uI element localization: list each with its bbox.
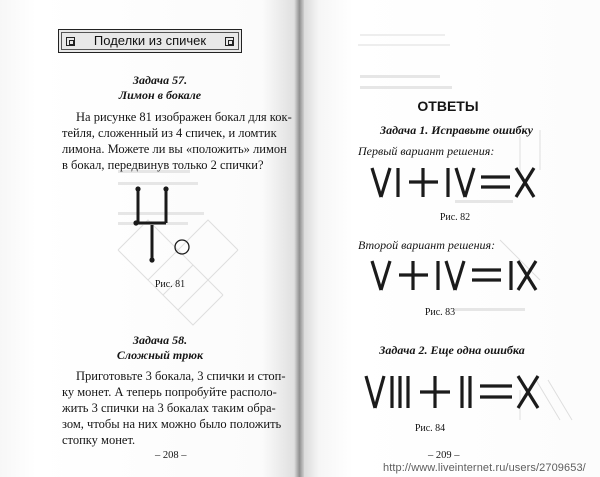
- task-57-heading: [90, 73, 230, 103]
- match-stick: [381, 168, 390, 197]
- task-58-line: ку монет. А теперь попробуйте располо-: [62, 385, 277, 399]
- watermark-url: http://www.liveinternet.ru/users/2709653/: [383, 462, 586, 474]
- figure-83-caption: Рис. 83: [424, 307, 456, 318]
- answers-heading: ОТВЕТЫ: [417, 98, 479, 114]
- match-head: [135, 186, 140, 191]
- task-57-line: лимона. Можете ли вы «положить» лимон: [62, 142, 287, 156]
- task-58-line: стопку монет.: [62, 433, 136, 447]
- match-stick: [372, 168, 381, 197]
- figure-84-caption: Рис. 84: [414, 423, 446, 434]
- running-header-title: Поделки из спичек: [93, 33, 207, 48]
- task-58-line: зом, чтобы на них можно было положить: [62, 417, 282, 431]
- task-58-subtitle: Сложный трюк: [116, 348, 204, 362]
- task-58-heading: [90, 333, 230, 363]
- match-stick: [366, 376, 375, 408]
- task-57-subtitle: Лимон в бокале: [118, 88, 202, 102]
- variant-1-label: Первый вариант решения:: [358, 144, 495, 158]
- task-57-line: в бокал, передвинув только 2 спички?: [62, 158, 264, 172]
- match-head: [133, 220, 138, 225]
- figure-81-glass: [128, 185, 208, 275]
- match-stick: [446, 261, 455, 290]
- answer-1-title: Задача 1. Исправьте ошибку: [380, 123, 533, 137]
- match-stick: [455, 261, 464, 290]
- match-stick: [372, 261, 381, 290]
- task-58-text: [62, 368, 294, 448]
- figure-82-caption: Рис. 82: [439, 212, 471, 223]
- figure-83-matches: [368, 258, 540, 294]
- page-number-left: – 208 –: [155, 450, 187, 461]
- task-57-line: тейля, сложенный из 4 спичек, и ломтик: [62, 126, 277, 140]
- match-head: [149, 257, 154, 262]
- figure-84-matches: [362, 373, 544, 413]
- lemon-slice: [175, 240, 189, 254]
- match-stick: [456, 168, 465, 197]
- variant-2-label: Второй вариант решения:: [358, 238, 496, 252]
- task-57-line: На рисунке 81 изображен бокал для кок-: [76, 110, 292, 124]
- page-number-right: – 209 –: [428, 450, 460, 461]
- figure-82-matches: [368, 165, 540, 201]
- square-ornament-icon: [225, 37, 234, 46]
- match-stick: [465, 168, 474, 197]
- figure-81-caption: Рис. 81: [154, 279, 186, 290]
- answer-2-title: Задача 2. Еще одна ошибка: [379, 343, 525, 357]
- task-58-line: Приготовьте 3 бокала, 3 спички и стоп-: [76, 369, 286, 383]
- match-stick: [381, 261, 390, 290]
- running-header: [58, 29, 242, 53]
- square-ornament-icon: [66, 37, 75, 46]
- task-58-line: жить 3 спички на 3 бокалах таким обра-: [62, 401, 276, 415]
- match-stick: [375, 376, 384, 408]
- task-57-title: Задача 57.: [132, 73, 188, 87]
- task-58-title: Задача 58.: [132, 333, 188, 347]
- match-head: [163, 186, 168, 191]
- task-57-text: [62, 109, 294, 173]
